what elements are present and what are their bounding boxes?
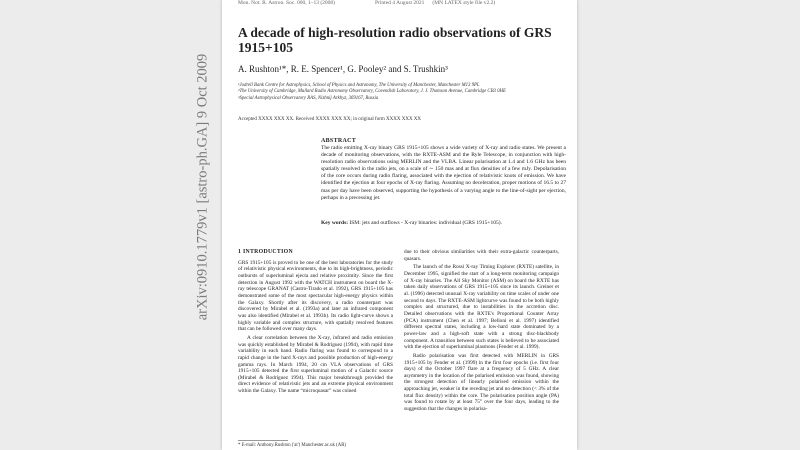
- style-file: (MN LATEX style file v2.2): [432, 0, 496, 6]
- arxiv-stamp-text: arXiv:0910.1779v1 [astro-ph.GA] 9 Oct 2009: [194, 53, 211, 321]
- author-list: A. Rushton¹*, R. E. Spencer¹, G. Pooley² and S. Trushkin³: [238, 64, 448, 74]
- abstract: [321, 138, 566, 202]
- section-heading: 1 INTRODUCTION: [238, 249, 293, 255]
- footnote-email: * E-mail: Anthony.Rushton ('at') Manchester.ac.uk (AR): [238, 443, 346, 448]
- right-column: [404, 249, 559, 415]
- journal-ref: Mon. Not. R. Astron. Soc. 000, 1–13 (2008): [238, 0, 336, 6]
- affiliation-1: ¹Jodrell Bank Centre for Astrophysics, School of Physics and Astronomy, The University of Manchester, Manchester M13 9PL: [238, 83, 480, 88]
- printed-date: Printed 4 August 2021: [375, 0, 425, 6]
- paragraph: GRS 1915+105 is proved to be one of the best laboratories for the study of relativistic physical environments, due to its high-brightness, periodic outbursts of superluminal ejecta and relative proximity. Since the first detection in August 1992 with the WATCH instrument on board the X-ray telescope GRANAT (Castro-Tirado et al. 1992), GRS 1915+105 has demonstrated some of the most spectacular high-energy physics within the Galaxy. Shortly after its discovery, a radio counterpart was discovered by Mirabel et al. (1993a) and later an infrared component was also identified (Mirabel et al. 1993b). Its radio light-curve shows a highly variable and complex structure, with spatially resolved features that can be followed over many days.: [238, 259, 393, 333]
- paragraph: A clear correlation between the X-ray, infrared and radio emission was quickly established by Mirabel & Rodríguez (1994), with rapid time variability in each band. Radio flaring was found to correspond to a rapid change in the hard X-rays and possible production of high-energy gamma rays. In March 1994, 20 cm VLA observations of GRS 1915+105 detected the first superluminal motion of a Galactic source (Mirabel & Rodríguez 1994). This major breakthrough provided the direct evidence of relativistic jets and an extreme physical environment within the Galaxy. The name “microquasar” was coined: [238, 334, 393, 395]
- affiliation-3: ³Special Astrophysical Observatory RAS, Nizhnij Arkhyz, 369167, Russia: [238, 95, 379, 101]
- abstract-heading: ABSTRACT: [321, 138, 357, 144]
- running-header: [238, 0, 495, 6]
- paragraph: due to their obvious similarities with their extra-galactic counterparts, quasars.: [404, 249, 559, 262]
- paper-title: A decade of high-resolution radio observations of GRS 1915+105: [238, 25, 552, 55]
- affiliation-2: ²The University of Cambridge, Mullard Radio Astronomy Observatory, Cavendish Laboratory, J. J. Thomson Avenue, Cambridge CB3 0HE: [238, 89, 506, 95]
- paragraph: The launch of the Rossi X-ray Timing Explorer (RXTE) satellite, in December 1995, signified the start of a long-term monitoring campaign of X-ray binaries. The All Sky Monitor (ASM) on board the RXTE has taken daily observations of GRS 1915+105 since its launch. Greiner et al. (1996) detected unusual X-ray variability on time scales of under one second to days. The RXTE-ASM lightcurve was found to be both highly complex and structured, due to instabilities in the accretion disc. Detailed observations with the RXTE's Proportional Counter Array (PCA) instrument (Chen et al. 1997; Belloni et al. 1997) identified different spectral states, including a low-hard state dominated by a power-law and a high-soft state with a strong disc-blackbody component. A transition between such states is believed to be associated with the ejection of superluminal plasmons (Fender et al. 1999).: [404, 264, 559, 351]
- accepted-line: Accepted XXXX XXX XX. Received XXXX XXX XX; in original form XXXX XXX XX: [238, 117, 422, 122]
- abstract-text: The radio emitting X-ray binary GRS 1915+105 shows a wide variety of X-ray and radio states. We present a decade of monitoring observations, with the RXTE-ASM and the Ryle Telescope, in conjunction with high-resolution radio observations using MERLIN and the VLBA. Linear polarisation at 1.4 and 1.6 GHz has been spatially resolved in the radio jets, on a scale of ∼ 150 mas and at flux densities of a few mJy. Depolarisation of the core occurs during radio flaring, associated with the ejection of relativistic knots of emission. We have identified the ejection at four epochs of X-ray flaring. Assuming no deceleration, proper motions of 16.5 to 27 mas per day have been observed, supporting the hypothesis of a varying angle to the line-of-sight per ejection, perhaps in a precessing jet.: [321, 145, 566, 201]
- keywords-text: ISM: jets and outflows - X-ray binaries: individual (GRS 1915+105).: [349, 220, 502, 226]
- affiliations: [238, 83, 506, 102]
- footnote-rule: [238, 440, 288, 441]
- keywords: [321, 220, 566, 226]
- keywords-label: Key words:: [321, 220, 349, 226]
- paper-page: [222, 0, 577, 450]
- left-column: [238, 249, 393, 397]
- paragraph: Radio polarisation was first detected with MERLIN in GRS 1915+105 by Fender et al. (1999) in the first four epochs (i.e. first four days) of the October 1997 flare at a frequency of 5 GHz. A clear asymmetry in the location of the polarised emission was found, showing the strongest detection of linearly polarised emission within the approaching jet, weaker in the receding jet and no detection (< 3% of the total flux density) within the core. The polarisation position angle (PA) was found to rotate by at least 75° over the four days, leading to the suggestion that the changes in polarisa-: [404, 352, 559, 413]
- arxiv-stamp: [192, 53, 214, 321]
